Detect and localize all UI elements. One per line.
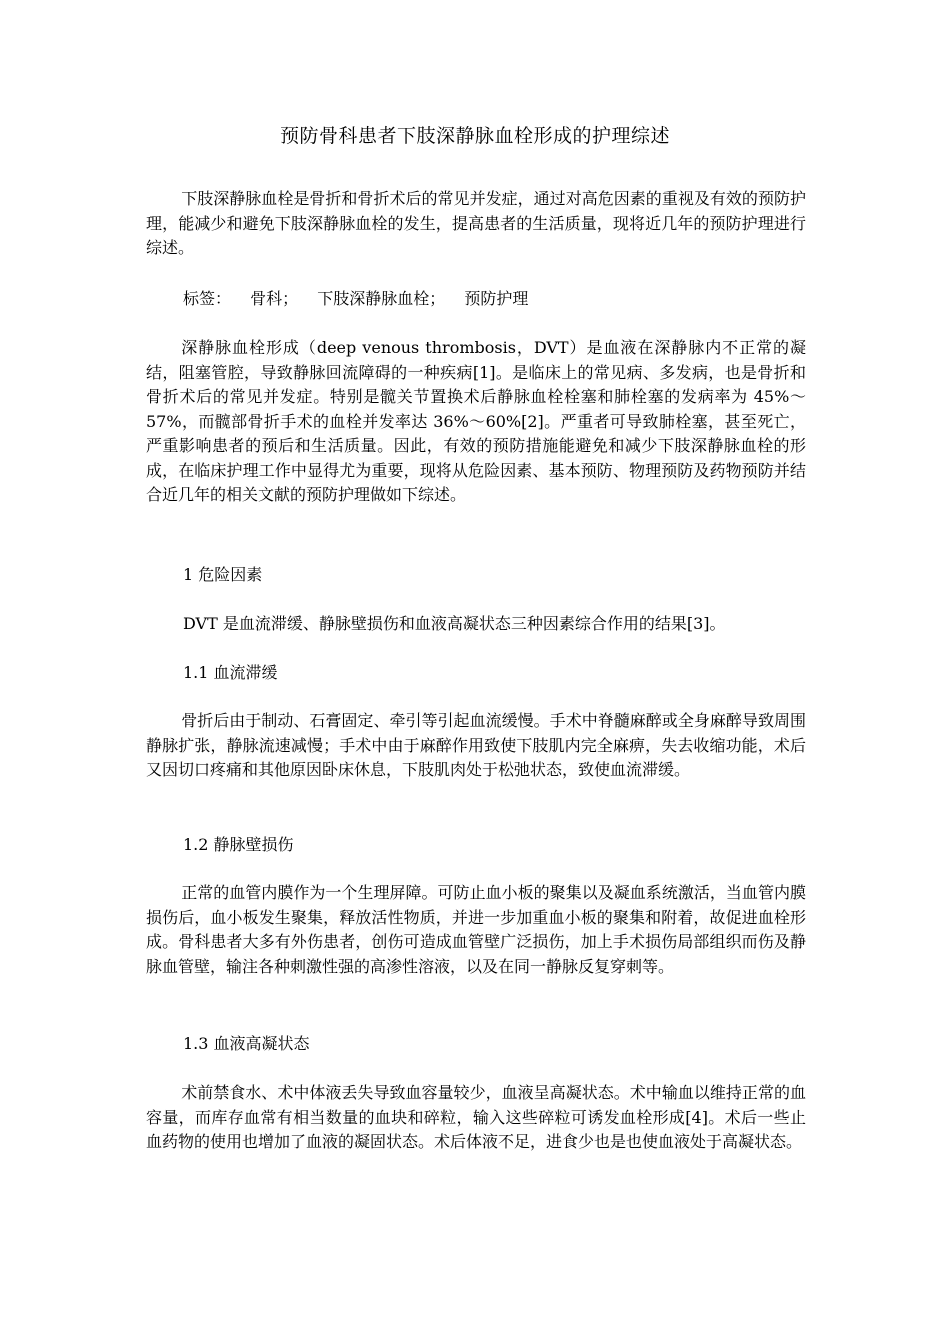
- keyword-item: 预防护理: [464, 289, 529, 308]
- keywords-label: 标签：: [183, 289, 232, 308]
- section-heading-1-2: 1.2 静脉壁损伤: [183, 835, 294, 854]
- intro-paragraph: 深静脉血栓形成（deep venous thrombosis，DVT）是血液在深静脉内不正常的凝结，阻塞管腔，导致静脉回流障碍的一种疾病[1]。是临床上的常见病、多发病，也是骨折和骨折术后的常见并发症。特别是髋关节置换术后静脉血栓栓塞和肺栓塞的发病率为 45%～57%，而髋部骨折手术的血栓并发率达 36%～60%[2]。严重者可导致肺栓塞，甚至死亡，严重影响患者的预后和生活质量。因此，有效的预防措施能避免和减少下肢深静脉血栓的形成，在临床护理工作中显得尤为重要，现将从危险因素、基本预防、物理预防及药物预防并结合近几年的相关文献的预防护理做如下综述。: [146, 338, 806, 504]
- keywords-line: [183, 287, 542, 311]
- section-1-1-paragraph: 骨折后由于制动、石膏固定、牵引等引起血流缓慢。手术中脊髓麻醉或全身麻醉导致周围静脉扩张，静脉流速减慢；手术中由于麻醉作用致使下肢肌内完全麻痹，失去收缩功能，术后又因切口疼痛和其他原因卧床休息，下肢肌肉处于松弛状态，致使血流滞缓。: [146, 711, 806, 779]
- section-1-paragraph: DVT 是血流滞缓、静脉壁损伤和血液高凝状态三种因素综合作用的结果[3]。: [183, 614, 726, 633]
- section-1-2-paragraph: 正常的血管内膜作为一个生理屏障。可防止血小板的聚集以及凝血系统激活，当血管内膜损伤后，血小板发生聚集，释放活性物质，并进一步加重血小板的聚集和附着，故促进血栓形成。骨科患者大多有外伤患者，创伤可造成血管壁广泛损伤，加上手术损伤局部组织而伤及静脉血管壁，输注各种刺激性强的高渗性溶液，以及在同一静脉反复穿刺等。: [146, 883, 806, 976]
- section-heading-1-3: 1.3 血液高凝状态: [183, 1034, 310, 1053]
- document-title: 预防骨科患者下肢深静脉血栓形成的护理综述: [279, 125, 670, 147]
- section-heading-1-1: 1.1 血流滞缓: [183, 663, 278, 682]
- keyword-item: 骨科；: [250, 289, 299, 308]
- section-1-3-paragraph: 术前禁食水、术中体液丢失导致血容量较少，血液呈高凝状态。术中输血以维持正常的血容量，而库存血常有相当数量的血块和碎粒，输入这些碎粒可诱发血栓形成[4]。术后一些止血药物的使用也增加了血液的凝固状态。术后体液不足，进食少也是也使血液处于高凝状态。: [146, 1083, 806, 1151]
- keyword-item: 下肢深静脉血栓；: [317, 289, 446, 308]
- abstract-paragraph: 下肢深静脉血栓是骨折和骨折术后的常见并发症，通过对高危因素的重视及有效的预防护理，能减少和避免下肢深静脉血栓的发生，提高患者的生活质量，现将近几年的预防护理进行综述。: [146, 189, 806, 257]
- section-heading-1: 1 危险因素: [183, 565, 263, 584]
